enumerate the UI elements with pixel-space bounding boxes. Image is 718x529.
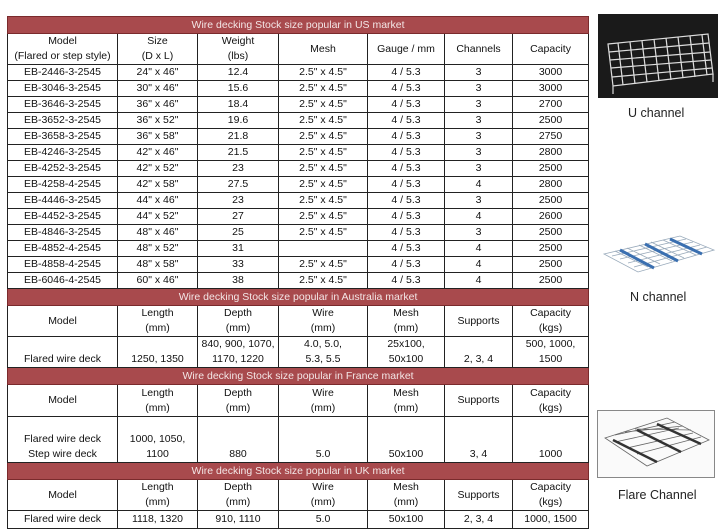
column-header-line: (D x L)	[141, 50, 174, 62]
column-header	[368, 306, 445, 337]
table-cell: 4 / 5.3	[368, 129, 445, 145]
column-header-line: (mm)	[310, 322, 336, 334]
table-cell	[8, 417, 118, 463]
column-header-line: (mm)	[393, 496, 419, 508]
table-cell: 2500	[513, 257, 589, 273]
table-cell-line	[445, 432, 512, 447]
table-row	[8, 161, 589, 177]
table-cell-line	[118, 417, 197, 432]
table-cell: 4 / 5.3	[368, 177, 445, 193]
table-cell	[513, 417, 589, 463]
table-cell: 2.5" x 4.5"	[279, 257, 368, 273]
table-cell: EB-3046-3-2545	[8, 81, 118, 97]
column-header-line: Wire	[312, 481, 334, 493]
flare-channel-image	[597, 410, 715, 478]
table-cell: 4 / 5.3	[368, 257, 445, 273]
table-cell: 42" x 46"	[118, 145, 198, 161]
column-header-line: Weight	[221, 35, 255, 47]
table-cell: EB-4858-4-2545	[8, 257, 118, 273]
table-cell: 2.5" x 4.5"	[279, 193, 368, 209]
column-header: Model	[8, 480, 118, 511]
table-cell: 2800	[513, 177, 589, 193]
column-header-line: (mm)	[225, 496, 251, 508]
table-cell-line: 880	[229, 448, 247, 460]
table-cell: 3	[445, 97, 513, 113]
column-header: Channels	[445, 34, 513, 65]
table-row	[8, 81, 589, 97]
table-row	[8, 417, 589, 463]
column-header-line: Model	[48, 35, 77, 47]
table-cell: 2.5" x 4.5"	[279, 161, 368, 177]
table-row	[8, 145, 589, 161]
column-header	[198, 480, 279, 511]
table-cell: 42" x 58"	[118, 177, 198, 193]
table-cell: EB-4446-3-2545	[8, 193, 118, 209]
table-cell: 33	[198, 257, 279, 273]
table-cell: 3	[445, 161, 513, 177]
table-cell: 42" x 52"	[118, 161, 198, 177]
table-cell: 2500	[513, 113, 589, 129]
table-cell: 4 / 5.3	[368, 161, 445, 177]
table-cell: 4 / 5.3	[368, 145, 445, 161]
table-cell-line	[8, 337, 117, 352]
table-cell: 21.5	[198, 145, 279, 161]
table-cell-line: Step wire deck	[28, 448, 97, 460]
table-cell: 30" x 46"	[118, 81, 198, 97]
table-cell: EB-6046-4-2545	[8, 273, 118, 289]
table-cell-line: 5.3, 5.5	[305, 353, 341, 365]
table-cell: 44" x 52"	[118, 209, 198, 225]
section-title: Wire decking Stock size popular in UK market	[8, 463, 589, 480]
table-cell: 2500	[513, 241, 589, 257]
table-cell: 910, 1110	[198, 511, 279, 529]
column-header	[198, 385, 279, 417]
table-cell-line: 1500	[538, 353, 563, 365]
table-cell: 3	[445, 81, 513, 97]
column-header: Model	[8, 306, 118, 337]
column-header-line: Capacity	[530, 481, 571, 493]
table-cell-line: Flared wire deck	[23, 433, 102, 445]
column-header-line: Mesh	[393, 386, 419, 399]
table-cell	[198, 337, 279, 368]
table-cell	[445, 417, 513, 463]
table-cell: 38	[198, 273, 279, 289]
table-cell	[118, 337, 198, 368]
uk-section	[8, 463, 589, 480]
table-cell-line: 1250, 1350	[131, 353, 184, 365]
table-cell-line: Flared wire deck	[23, 353, 102, 365]
column-header	[513, 385, 589, 417]
column-header	[118, 34, 198, 65]
table-cell: 2800	[513, 145, 589, 161]
table-cell: 3	[445, 145, 513, 161]
table-cell-line	[198, 432, 278, 447]
table-cell: 2.5" x 4.5"	[279, 209, 368, 225]
section-title: Wire decking Stock size popular in US market	[8, 17, 589, 34]
table-cell: 23	[198, 161, 279, 177]
table-cell-line	[445, 337, 512, 352]
table-cell-line: 500, 1000,	[525, 338, 576, 350]
table-row	[8, 193, 589, 209]
column-header	[198, 306, 279, 337]
table-row	[8, 241, 589, 257]
table-cell: 3	[445, 113, 513, 129]
table-cell: 31	[198, 241, 279, 257]
table-cell: 4 / 5.3	[368, 193, 445, 209]
column-header-line: Capacity	[530, 386, 571, 399]
n-channel-image	[600, 232, 718, 276]
table-cell: 36" x 52"	[118, 113, 198, 129]
column-header: Gauge / mm	[368, 34, 445, 65]
table-cell: EB-3646-3-2545	[8, 97, 118, 113]
table-cell: 2500	[513, 193, 589, 209]
table-cell: 3	[445, 193, 513, 209]
table-cell: 44" x 46"	[118, 193, 198, 209]
table-row	[8, 177, 589, 193]
table-cell: EB-3658-3-2545	[8, 129, 118, 145]
table-cell: 48" x 58"	[118, 257, 198, 273]
table-row	[8, 225, 589, 241]
table-cell: 2500	[513, 273, 589, 289]
table-cell: 4 / 5.3	[368, 209, 445, 225]
table-cell: 2750	[513, 129, 589, 145]
table-cell: 2.5" x 4.5"	[279, 113, 368, 129]
column-header-line: Length	[141, 481, 174, 493]
table-cell-line: 1000	[538, 448, 563, 460]
table-cell: EB-4852-4-2545	[8, 241, 118, 257]
table-cell: 4	[445, 209, 513, 225]
column-header-line: (Flared or step style)	[14, 50, 111, 62]
table-cell: 48" x 46"	[118, 225, 198, 241]
column-header-line: (mm)	[310, 401, 336, 414]
table-row	[8, 511, 589, 529]
table-cell-line: 5.0	[315, 448, 331, 460]
table-cell: 3	[445, 65, 513, 81]
column-header	[118, 306, 198, 337]
table-cell: 4 / 5.3	[368, 225, 445, 241]
table-cell: 36" x 46"	[118, 97, 198, 113]
header-row	[8, 34, 589, 65]
section-title: Wire decking Stock size popular in Australia market	[8, 289, 589, 306]
table-cell-line: 840, 900, 1070,	[201, 338, 275, 350]
table-cell: EB-4452-3-2545	[8, 209, 118, 225]
table-cell: EB-4258-4-2545	[8, 177, 118, 193]
table-cell-line	[118, 337, 197, 352]
column-header	[279, 306, 368, 337]
table-row	[8, 209, 589, 225]
table-cell: 4 / 5.3	[368, 97, 445, 113]
table-cell: 19.6	[198, 113, 279, 129]
column-header-line: Length	[141, 386, 174, 399]
table-cell	[279, 417, 368, 463]
australia-section	[8, 289, 589, 306]
table-cell: Flared wire deck	[8, 511, 118, 529]
column-header-line: Size	[147, 35, 168, 47]
table-cell-line: 4.0, 5.0,	[304, 338, 342, 350]
table-cell: 1000, 1500	[513, 511, 589, 529]
column-header-line: (mm)	[145, 322, 170, 334]
column-header-line: (mm)	[145, 496, 170, 508]
flare-channel-caption: Flare Channel	[618, 488, 697, 502]
table-cell: 4 / 5.3	[368, 113, 445, 129]
column-header	[279, 480, 368, 511]
column-header-line: Mesh	[393, 481, 419, 493]
column-header	[118, 385, 198, 417]
table-cell: EB-4252-3-2545	[8, 161, 118, 177]
header-row	[8, 306, 589, 337]
table-cell: 2600	[513, 209, 589, 225]
table-cell: 4	[445, 241, 513, 257]
table-cell-line: 3, 4	[469, 448, 488, 460]
table-cell: 60" x 46"	[118, 273, 198, 289]
table-cell: 21.8	[198, 129, 279, 145]
table-cell: EB-3652-3-2545	[8, 113, 118, 129]
table-cell: 2.5" x 4.5"	[279, 97, 368, 113]
column-header	[118, 480, 198, 511]
table-cell	[118, 417, 198, 463]
column-header	[279, 385, 368, 417]
table-row	[8, 129, 589, 145]
table-cell: 2.5" x 4.5"	[279, 145, 368, 161]
column-header-line: (mm)	[310, 496, 336, 508]
table-cell: 2700	[513, 97, 589, 113]
table-cell: 15.6	[198, 81, 279, 97]
column-header	[198, 34, 279, 65]
column-header-line: Wire	[312, 307, 334, 319]
column-header-line: Depth	[223, 307, 253, 319]
table-cell: 27.5	[198, 177, 279, 193]
table-row	[8, 97, 589, 113]
column-header: Supports	[445, 385, 513, 417]
table-cell: EB-4846-3-2545	[8, 225, 118, 241]
table-row	[8, 273, 589, 289]
table-cell-line: 50x100	[388, 448, 424, 460]
table-cell: 2.5" x 4.5"	[279, 81, 368, 97]
column-header-line: Depth	[223, 386, 253, 399]
column-header-line: (kgs)	[538, 401, 563, 414]
france-section	[8, 368, 589, 385]
header-row	[8, 480, 589, 511]
table-cell-line: 1170, 1220	[212, 353, 264, 365]
table-cell: EB-2446-3-2545	[8, 65, 118, 81]
table-cell: 2500	[513, 225, 589, 241]
table-cell-line: 50x100	[388, 353, 424, 365]
table-cell: 25	[198, 225, 279, 241]
table-cell: 2, 3, 4	[445, 511, 513, 529]
column-header-line: Wire	[312, 386, 334, 399]
u-channel-caption: U channel	[628, 106, 685, 120]
table-cell: 2.5" x 4.5"	[279, 129, 368, 145]
wire-decking-table	[7, 16, 589, 529]
table-row	[8, 113, 589, 129]
table-row	[8, 65, 589, 81]
table-cell	[445, 337, 513, 368]
table-cell	[8, 337, 118, 368]
column-header-line: Capacity	[530, 307, 571, 319]
table-cell	[513, 337, 589, 368]
header-row	[8, 385, 589, 417]
u-channel-image	[598, 14, 718, 98]
column-header-line: (mm)	[145, 401, 170, 414]
table-cell: 23	[198, 193, 279, 209]
table-cell: 4 / 5.3	[368, 65, 445, 81]
column-header: Capacity	[513, 34, 589, 65]
table-cell: 1118, 1320	[118, 511, 198, 529]
us-section	[8, 17, 589, 34]
column-header-line: (lbs)	[227, 50, 249, 62]
table-cell	[198, 417, 279, 463]
table-cell	[368, 337, 445, 368]
table-cell	[279, 337, 368, 368]
table-cell: 4	[445, 257, 513, 273]
column-header	[8, 34, 118, 65]
column-header: Supports	[445, 480, 513, 511]
column-header	[513, 480, 589, 511]
table-cell: 3	[445, 225, 513, 241]
table-cell: 4 / 5.3	[368, 81, 445, 97]
column-header-line: Depth	[223, 481, 253, 493]
table-cell-line: 25x100,	[387, 338, 425, 350]
table-cell-line	[368, 432, 444, 447]
table-cell: 2.5" x 4.5"	[279, 273, 368, 289]
n-channel-caption: N channel	[630, 290, 687, 304]
table-cell: 50x100	[368, 511, 445, 529]
table-cell: 4 / 5.3	[368, 241, 445, 257]
column-header-line: Length	[141, 307, 174, 319]
table-cell: 2.5" x 4.5"	[279, 225, 368, 241]
table-cell: 2.5" x 4.5"	[279, 177, 368, 193]
table-cell-line	[513, 432, 588, 447]
table-cell: 2500	[513, 161, 589, 177]
table-row	[8, 337, 589, 368]
table-cell: 24" x 46"	[118, 65, 198, 81]
column-header: Model	[8, 385, 118, 417]
column-header-line: Mesh	[393, 307, 419, 319]
table-cell: 27	[198, 209, 279, 225]
column-header	[368, 385, 445, 417]
table-cell-line	[279, 432, 367, 447]
column-header-line: (mm)	[225, 322, 251, 334]
column-header	[368, 480, 445, 511]
table-cell: 12.4	[198, 65, 279, 81]
column-header-line: (mm)	[393, 322, 419, 334]
table-cell: 4	[445, 177, 513, 193]
table-cell	[279, 241, 368, 257]
table-cell: 5.0	[279, 511, 368, 529]
table-cell-line: 1000, 1050, 1100	[129, 433, 186, 460]
column-header-line: (mm)	[393, 401, 419, 414]
table-cell: 3000	[513, 65, 589, 81]
column-header-line: (mm)	[225, 401, 251, 414]
table-cell: 48" x 52"	[118, 241, 198, 257]
section-title: Wire decking Stock size popular in France market	[8, 368, 589, 385]
column-header	[513, 306, 589, 337]
table-cell: 4 / 5.3	[368, 273, 445, 289]
table-cell-line: 2, 3, 4	[463, 353, 494, 365]
column-header-line: (kgs)	[538, 322, 563, 334]
table-cell: 36" x 58"	[118, 129, 198, 145]
table-row	[8, 257, 589, 273]
table-cell: 3	[445, 129, 513, 145]
table-cell: 4	[445, 273, 513, 289]
table-cell	[368, 417, 445, 463]
table-cell: EB-4246-3-2545	[8, 145, 118, 161]
column-header-line: (kgs)	[538, 496, 563, 508]
table-cell: 18.4	[198, 97, 279, 113]
table-cell: 3000	[513, 81, 589, 97]
table-cell: 2.5" x 4.5"	[279, 65, 368, 81]
column-header: Supports	[445, 306, 513, 337]
column-header: Mesh	[279, 34, 368, 65]
